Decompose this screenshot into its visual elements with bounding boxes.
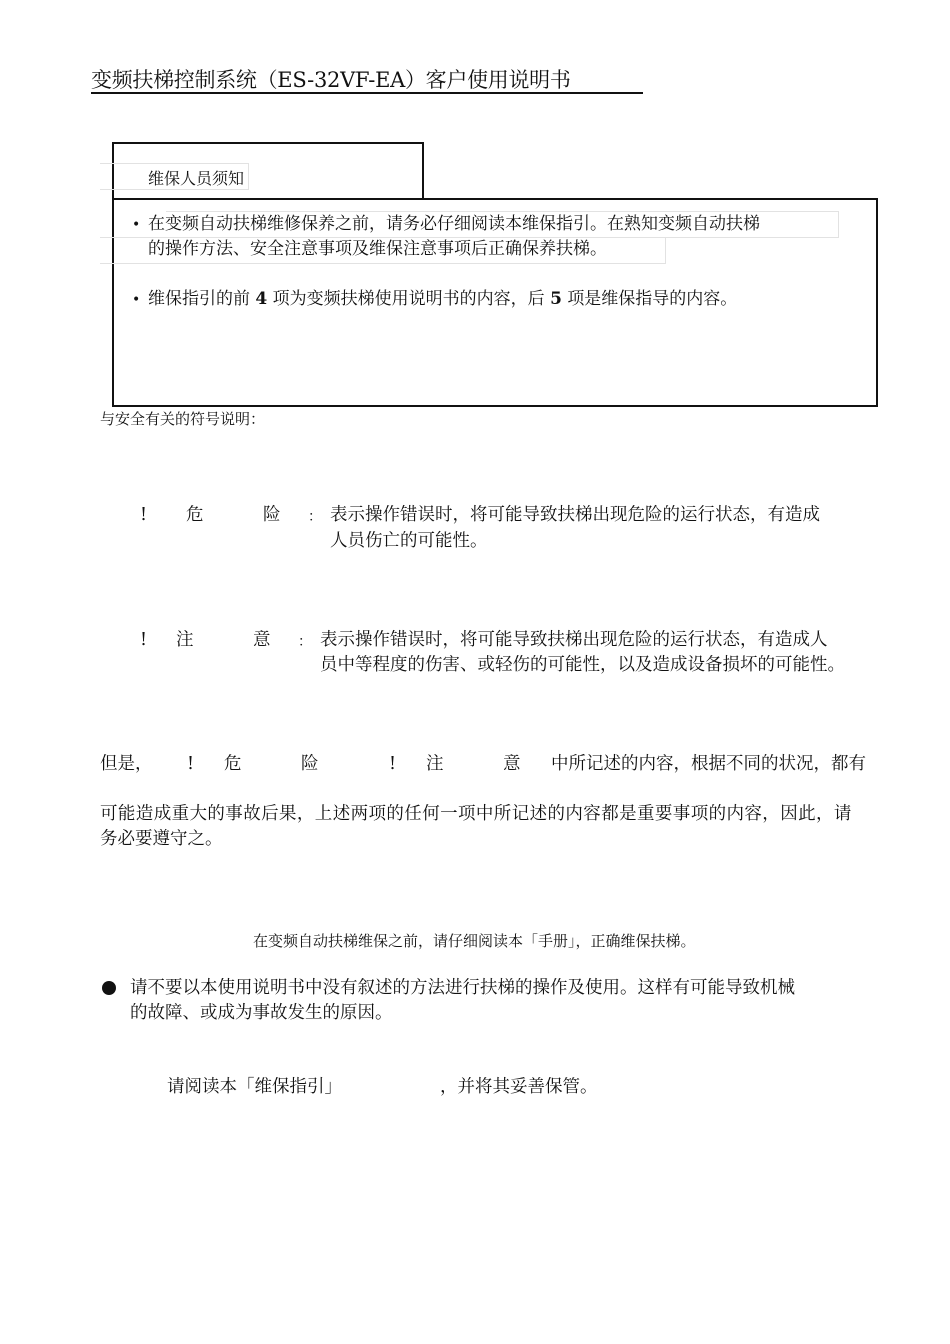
danger-desc-line2: 人员伤亡的可能性。 bbox=[330, 531, 488, 551]
danger-word-a: 危 bbox=[186, 505, 204, 525]
notice-bullet-2-part3: 项是维保指导的内容。 bbox=[567, 289, 738, 309]
however-line3: 务必要遵守之。 bbox=[100, 829, 223, 849]
notice-bullet-2 bbox=[148, 287, 737, 311]
caution-colon: ： bbox=[298, 634, 312, 650]
however-danger-b: 险 bbox=[301, 754, 319, 774]
notice-bullet-2-part1: 维保指引的前 bbox=[148, 289, 250, 309]
closing-part1: 请阅读本「维保指引」 bbox=[167, 1077, 342, 1097]
notice-bullet-2-part2: 项为变频扶梯使用说明书的内容，后 bbox=[272, 289, 545, 309]
however-caution-a: 注 bbox=[426, 754, 444, 774]
however-mark-1: ! bbox=[187, 754, 195, 774]
warning-line2: 的故障、或成为事故发生的原因。 bbox=[130, 1003, 393, 1023]
notice-bullet-1-line2: 的操作方法、安全注意事项及维保注意事项后正确保养扶梯。 bbox=[148, 239, 607, 259]
however-tail: 中所记述的内容，根据不同的状况，都有 bbox=[551, 754, 866, 774]
caution-word-a: 注 bbox=[176, 630, 194, 650]
closing-part2: ，并将其妥善保管。 bbox=[440, 1077, 598, 1097]
danger-mark: ! bbox=[140, 505, 148, 525]
notice-bullet-2-marker: • bbox=[132, 292, 141, 308]
notice-bullet-2-num1: 4 bbox=[255, 289, 268, 309]
document-title: 变频扶梯控制系统（ES-32VF-EA）客户使用说明书 bbox=[91, 68, 571, 92]
notice-tab-label: 维保人员须知 bbox=[148, 169, 245, 188]
however-danger-a: 危 bbox=[224, 754, 242, 774]
warning-line1: 请不要以本使用说明书中没有叙述的方法进行扶梯的操作及使用。这样有可能导致机械 bbox=[130, 978, 795, 998]
danger-word-b: 险 bbox=[263, 505, 281, 525]
however-caution-b: 意 bbox=[503, 754, 521, 774]
notice-bullet-1-line1: 在变频自动扶梯维修保养之前，请务必仔细阅读本维保指引。在熟知变频自动扶梯 bbox=[148, 214, 760, 234]
caution-desc-line2: 员中等程度的伤害、或轻伤的可能性，以及造成设备损坏的可能性。 bbox=[320, 655, 845, 675]
however-mark-2: ! bbox=[389, 754, 397, 774]
however-lead: 但是， bbox=[100, 754, 153, 774]
reminder-text: 在变频自动扶梯维保之前，请仔细阅读本「手册」，正确维保扶梯。 bbox=[253, 932, 696, 950]
safety-heading: 与安全有关的符号说明： bbox=[100, 410, 266, 428]
caution-word-b: 意 bbox=[253, 630, 271, 650]
danger-desc-line1: 表示操作错误时，将可能导致扶梯出现危险的运行状态，有造成 bbox=[330, 505, 820, 525]
notice-bullet-2-num2: 5 bbox=[550, 289, 562, 309]
caution-mark: ! bbox=[140, 630, 148, 650]
caution-desc-line1: 表示操作错误时，将可能导致扶梯出现危险的运行状态，有造成人 bbox=[320, 630, 828, 650]
notice-bullet-1-marker: • bbox=[132, 217, 141, 233]
however-line2: 可能造成重大的事故后果，上述两项的任何一项中所记述的内容都是重要事项的内容，因此，请 bbox=[100, 804, 852, 824]
header-underline bbox=[91, 92, 643, 94]
filled-circle-icon bbox=[102, 980, 116, 999]
danger-colon: ： bbox=[308, 509, 322, 525]
